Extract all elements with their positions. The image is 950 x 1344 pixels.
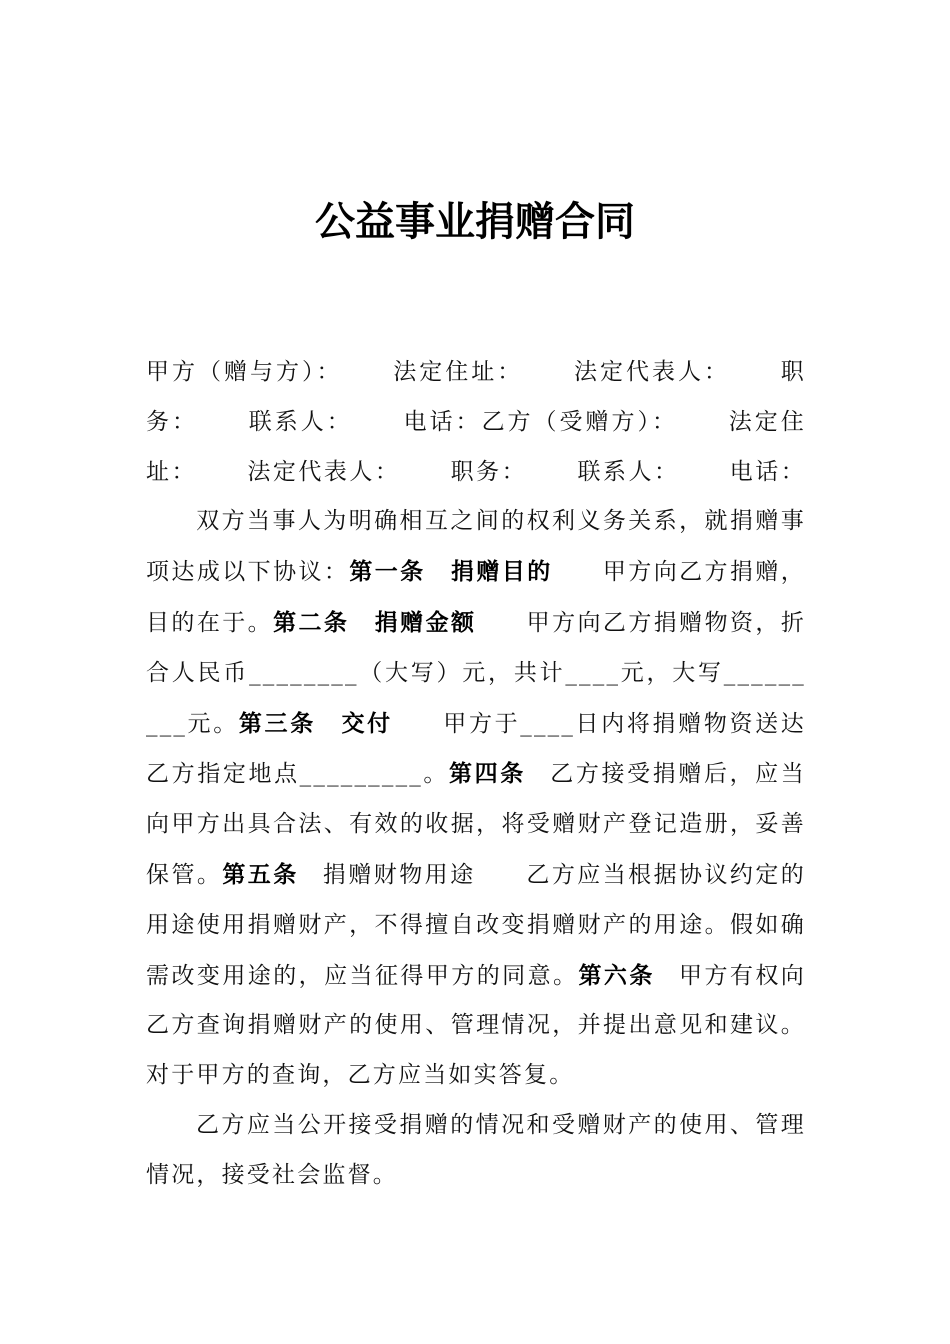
article-2-text: 甲方向乙方捐赠物资，折合人民币________（大写）元，共计____元，大写_________元。 xyxy=(146,609,807,737)
party-a-address-label: 法定住址： xyxy=(392,359,524,385)
preamble-text: 双方当事人为明确相互之间的权利义务关系，就捐赠事项达成以下协议： xyxy=(146,508,806,586)
article-1-heading: 第一条 捐赠目的 xyxy=(349,558,553,586)
party-b-representative-label: 法定代表人： xyxy=(247,458,401,485)
party-b-contact-label: 联系人： xyxy=(577,458,680,485)
document-title: 公益事业捐赠合同 xyxy=(315,198,635,245)
article-5-heading: 第五条 xyxy=(222,860,299,888)
article-3-text: 甲方于____日内将捐赠物资送达乙方指定地点_________。 xyxy=(146,710,807,788)
article-6-heading: 第六条 xyxy=(578,961,655,989)
party-a-position-label: 职务： xyxy=(146,359,807,435)
party-b-phone-label: 电话： xyxy=(729,458,806,485)
article-1-text: 甲方向乙方捐赠，目的在于。 xyxy=(146,559,806,636)
party-a-phone-label: 电话： xyxy=(402,408,482,435)
party-a-label: 甲方（赠与方）： xyxy=(146,359,343,385)
article-6-text: 甲方有权向乙方查询捐赠财产的使用、管理情况，并提出意见和建议。对于甲方的查询，乙方应当如实答复。 xyxy=(146,962,807,1089)
closing-paragraph: 乙方应当公开接受捐赠的情况和受赠财产的使用、管理情况，接受社会监督。 xyxy=(146,1111,806,1188)
party-b-label: 乙方（受赠方）： xyxy=(481,408,679,435)
contract-paragraph xyxy=(146,348,806,1101)
party-b-position-label: 职务： xyxy=(450,458,528,485)
party-a-contact-label: 联系人： xyxy=(248,408,353,435)
article-4-text: 乙方接受捐赠后，应当向甲方出具合法、有效的收据，将受赠财产登记造册，妥善保管。 xyxy=(146,761,806,888)
article-4-heading: 第四条 xyxy=(449,760,526,788)
article-3-heading: 第三条 交付 xyxy=(238,709,393,737)
document-body xyxy=(146,348,806,1201)
party-b-address-label: 法定住址： xyxy=(146,408,806,485)
article-2-heading: 第二条 捐赠金额 xyxy=(273,608,477,636)
party-a-representative-label: 法定代表人： xyxy=(573,359,731,385)
article-5-text: 捐赠财物用途 乙方应当根据协议约定的用途使用捐赠财产，不得擅自改变捐赠财产的用途。假如确需改变用途的，应当征得甲方的同意。 xyxy=(146,861,806,989)
